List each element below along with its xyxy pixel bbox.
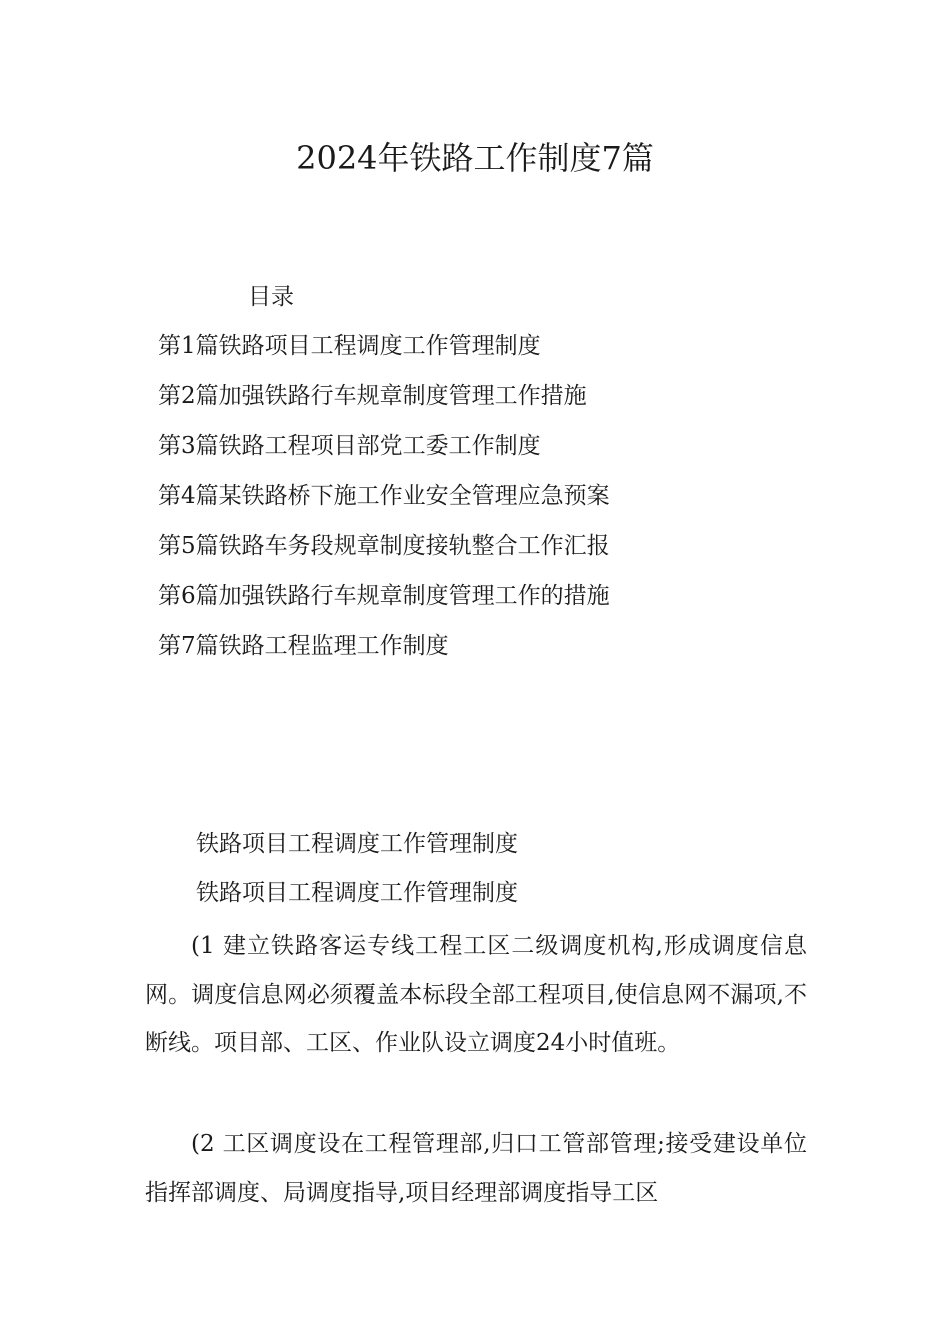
toc-item-6[interactable]: 第6篇加强铁路行车规章制度管理工作的措施: [158, 583, 610, 609]
section-heading: 铁路项目工程调度工作管理制度: [196, 831, 518, 857]
toc-heading: 目录: [248, 284, 294, 310]
table-of-contents: [158, 330, 610, 680]
section-subheading: 铁路项目工程调度工作管理制度: [196, 880, 518, 906]
toc-item-2[interactable]: 第2篇加强铁路行车规章制度管理工作措施: [158, 383, 587, 409]
document-title: 2024年铁路工作制度7篇: [296, 139, 654, 177]
body-paragraph-1: (1 建立铁路客运专线工程工区二级调度机构,形成调度信息网。调度信息网必须覆盖本标段全部工程项目,使信息网不漏项,不断线。项目部、工区、作业队设立调度24小时值班。: [145, 933, 807, 1056]
toc-item-3[interactable]: 第3篇铁路工程项目部党工委工作制度: [158, 433, 541, 459]
toc-item-1[interactable]: 第1篇铁路项目工程调度工作管理制度: [158, 333, 541, 359]
body-paragraph-2: (2 工区调度设在工程管理部,归口工管部管理;接受建设单位指挥部调度、局调度指导,项目经理部调度指导工区: [145, 1131, 807, 1206]
toc-item-4[interactable]: 第4篇某铁路桥下施工作业安全管理应急预案: [158, 483, 610, 509]
toc-item-7[interactable]: 第7篇铁路工程监理工作制度: [158, 633, 449, 659]
toc-item-5[interactable]: 第5篇铁路车务段规章制度接轨整合工作汇报: [158, 533, 610, 559]
